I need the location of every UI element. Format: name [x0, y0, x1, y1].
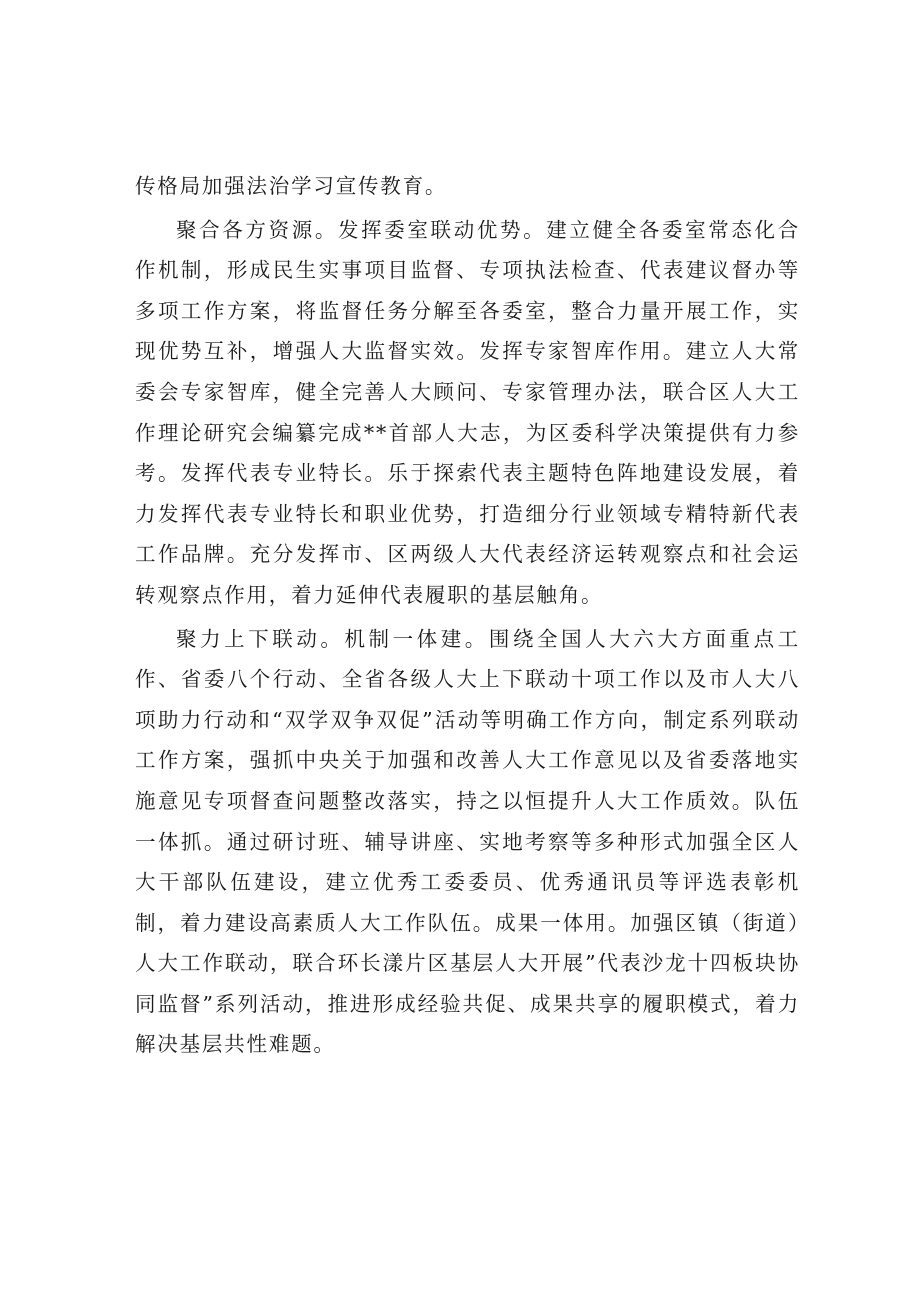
paragraph-resources: 聚合各方资源。发挥委室联动优势。建立健全各委室常态化合作机制，形成民生实事项目监督、专项执法检查、代表建议督办等多项工作方案，将监督任务分解至各委室，整合力量开展工作，实现优势互补，增强人大监督实效。发挥专家智库作用。建立人大常委会专家智库，健全完善人大顾问、专家管理办法，联合区人大工作理论研究会编纂完成**首部人大志，为区委科学决策提供有力参考。发挥代表专业特长。乐于探索代表主题特色阵地建设发展，着力发挥代表专业特长和职业优势，打造细分行业领域专精特新代表工作品牌。充分发挥市、区两级人大代表经济运转观察点和社会运转观察点作用，着力延伸代表履职的基层触角。: [135, 217, 800, 607]
paragraph-continuation: 传格局加强法治学习宣传教育。: [135, 174, 448, 198]
paragraph-linkage: 聚力上下联动。机制一体建。围绕全国人大六大方面重点工作、省委八个行动、全省各级人大上下联动十项工作以及市人大八项助力行动和“双学双争双促”活动等明确工作方向，制定系列联动工作方案，强抓中央关于加强和改善人大工作意见以及省委落地实施意见专项督查问题整改落实，持之以恒提升人大工作质效。队伍一体抓。通过研讨班、辅导讲座、实地考察等多种形式加强全区人大干部队伍建设，建立优秀工委委员、优秀通讯员等评选表彰机制，着力建设高素质人大工作队伍。成果一体用。加强区镇（街道）人大工作联动，联合环长漾片区基层人大开展”代表沙龙十四板块协同监督”系列活动，推进形成经验共促、成果共享的履职模式，着力解决基层共性难题。: [135, 626, 800, 1057]
document-body: [135, 166, 800, 1065]
